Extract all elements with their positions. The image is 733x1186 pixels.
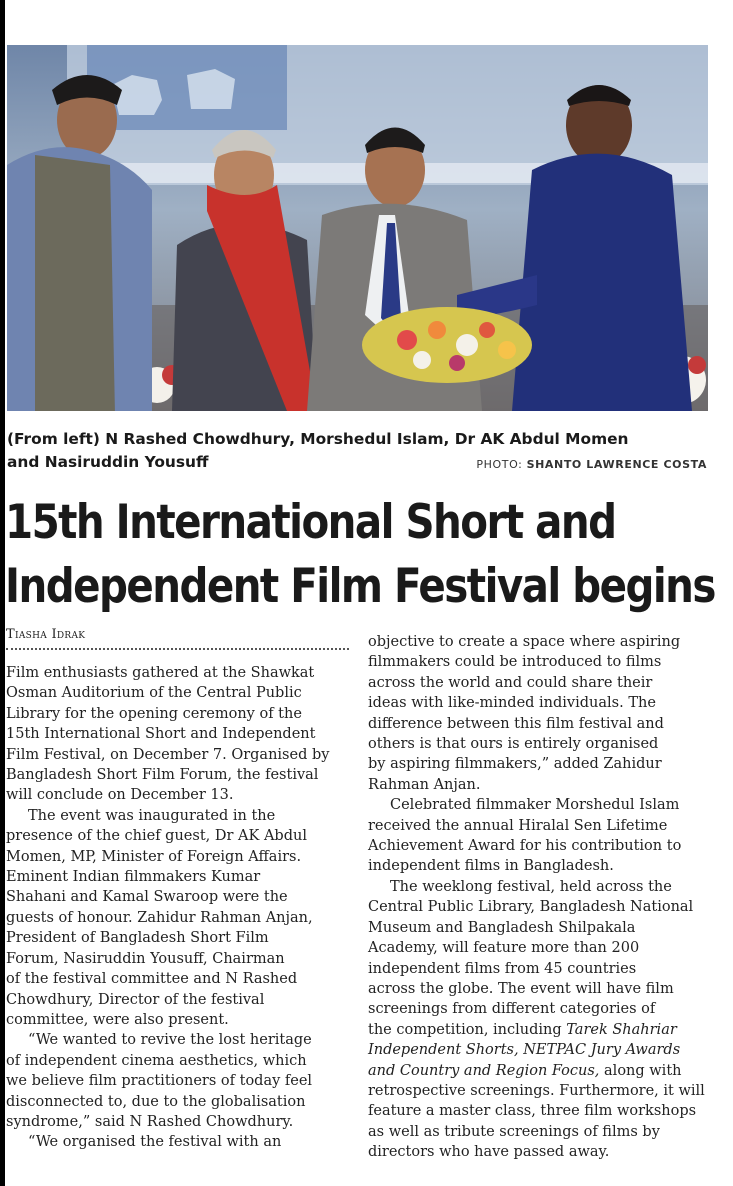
article-column-2 bbox=[368, 632, 713, 1163]
body-line bbox=[368, 1040, 713, 1060]
body-line: ideas with like-minded individuals. The bbox=[368, 695, 656, 712]
body-line: feature a master class, three film workshops bbox=[368, 1103, 697, 1120]
body-line: Forum, Nasiruddin Yousuff, Chairman bbox=[6, 950, 285, 967]
body-line: objective to create a space where aspiring bbox=[368, 634, 681, 650]
body-italic-text: Tarek Shahriar bbox=[566, 1021, 677, 1038]
body-line: difference between this film festival and bbox=[368, 715, 664, 732]
photo-credit-name: SHANTO LAWRENCE COSTA bbox=[526, 458, 707, 471]
body-line: retrospective screenings. Furthermore, it will bbox=[368, 1082, 705, 1099]
body-line: Film Festival, on December 7. Organised by bbox=[6, 746, 330, 763]
body-line: committee, were also present. bbox=[6, 1011, 229, 1028]
body-italic-text: Independent Shorts, NETPAC Jury Awards bbox=[368, 1042, 681, 1059]
headline-line-2: Independent Film Festival begins bbox=[5, 559, 715, 614]
body-line: will conclude on December 13. bbox=[6, 787, 234, 804]
body-line: Momen, MP, Minister of Foreign Affairs. bbox=[6, 848, 302, 865]
body-line: Shahani and Kamal Swaroop were the bbox=[6, 889, 288, 906]
body-line: 15th International Short and Independent bbox=[6, 726, 316, 743]
body-line: we believe film practitioners of today feel bbox=[6, 1073, 313, 1090]
body-line: as well as tribute screenings of films by bbox=[368, 1123, 660, 1140]
body-line: Museum and Bangladesh Shilpakala bbox=[368, 919, 636, 936]
body-line: President of Bangladesh Short Film bbox=[6, 930, 269, 947]
body-line: Library for the opening ceremony of the bbox=[6, 705, 302, 722]
headline-line-1: 15th International Short and bbox=[5, 495, 616, 550]
body-line: across the world and could share their bbox=[368, 674, 653, 691]
body-line: disconnected to, due to the globalisation bbox=[6, 1093, 306, 1110]
body-line bbox=[368, 1061, 713, 1081]
body-line: received the annual Hiralal Sen Lifetime bbox=[368, 817, 668, 834]
body-line: across the globe. The event will have film bbox=[368, 980, 674, 997]
body-line: directors who have passed away. bbox=[368, 1144, 610, 1161]
body-line: independent films in Bangladesh. bbox=[368, 858, 614, 875]
body-line: Celebrated filmmaker Morshedul Islam bbox=[390, 797, 680, 814]
body-line: Rahman Anjan. bbox=[368, 776, 481, 793]
body-line: Bangladesh Short Film Forum, the festival bbox=[6, 767, 319, 784]
body-line: of independent cinema aesthetics, which bbox=[6, 1052, 307, 1069]
body-line bbox=[368, 1020, 713, 1040]
body-line: Eminent Indian filmmakers Kumar bbox=[6, 869, 261, 886]
event-photo bbox=[7, 45, 708, 411]
body-line: The event was inaugurated in the bbox=[28, 807, 276, 824]
body-text: along with bbox=[599, 1062, 682, 1079]
body-line: by aspiring filmmakers,” added Zahidur bbox=[368, 756, 662, 773]
body-line: Osman Auditorium of the Central Public bbox=[6, 685, 302, 702]
body-line: independent films from 45 countries bbox=[368, 960, 637, 977]
body-line: filmmakers could be introduced to films bbox=[368, 654, 662, 671]
body-line: Academy, will feature more than 200 bbox=[368, 940, 640, 957]
body-line: guests of honour. Zahidur Rahman Anjan, bbox=[6, 909, 313, 926]
body-line: “We organised the festival with an bbox=[28, 1134, 282, 1151]
body-line: Achievement Award for his contribution to bbox=[368, 838, 682, 855]
body-line: others is that ours is entirely organised bbox=[368, 736, 659, 753]
byline-divider bbox=[6, 648, 349, 650]
photo-credit bbox=[476, 458, 707, 471]
article-byline: Tiasha Idrak bbox=[6, 627, 86, 642]
body-line: screenings from different categories of bbox=[368, 1001, 656, 1018]
photo-caption: (From left) N Rashed Chowdhury, Morshedul Islam, Dr AK Abdul Momen and Nasiruddin Yousuff bbox=[7, 430, 629, 471]
body-italic-text: and Country and Region Focus, bbox=[368, 1062, 600, 1079]
body-line: “We wanted to revive the lost heritage bbox=[28, 1032, 312, 1049]
article-column-1 bbox=[6, 663, 346, 1153]
body-line: The weeklong festival, held across the bbox=[390, 878, 672, 895]
photo-credit-label: PHOTO: bbox=[476, 458, 523, 471]
body-line: presence of the chief guest, Dr AK Abdul bbox=[6, 828, 307, 845]
body-line: Central Public Library, Bangladesh National bbox=[368, 899, 694, 916]
body-line: of the festival committee and N Rashed bbox=[6, 971, 298, 988]
body-text: the competition, including bbox=[368, 1021, 567, 1038]
body-line: Chowdhury, Director of the festival bbox=[6, 991, 265, 1008]
body-line: syndrome,” said N Rashed Chowdhury. bbox=[6, 1113, 294, 1130]
article-headline bbox=[5, 491, 715, 619]
body-line: Film enthusiasts gathered at the Shawkat bbox=[6, 665, 315, 681]
